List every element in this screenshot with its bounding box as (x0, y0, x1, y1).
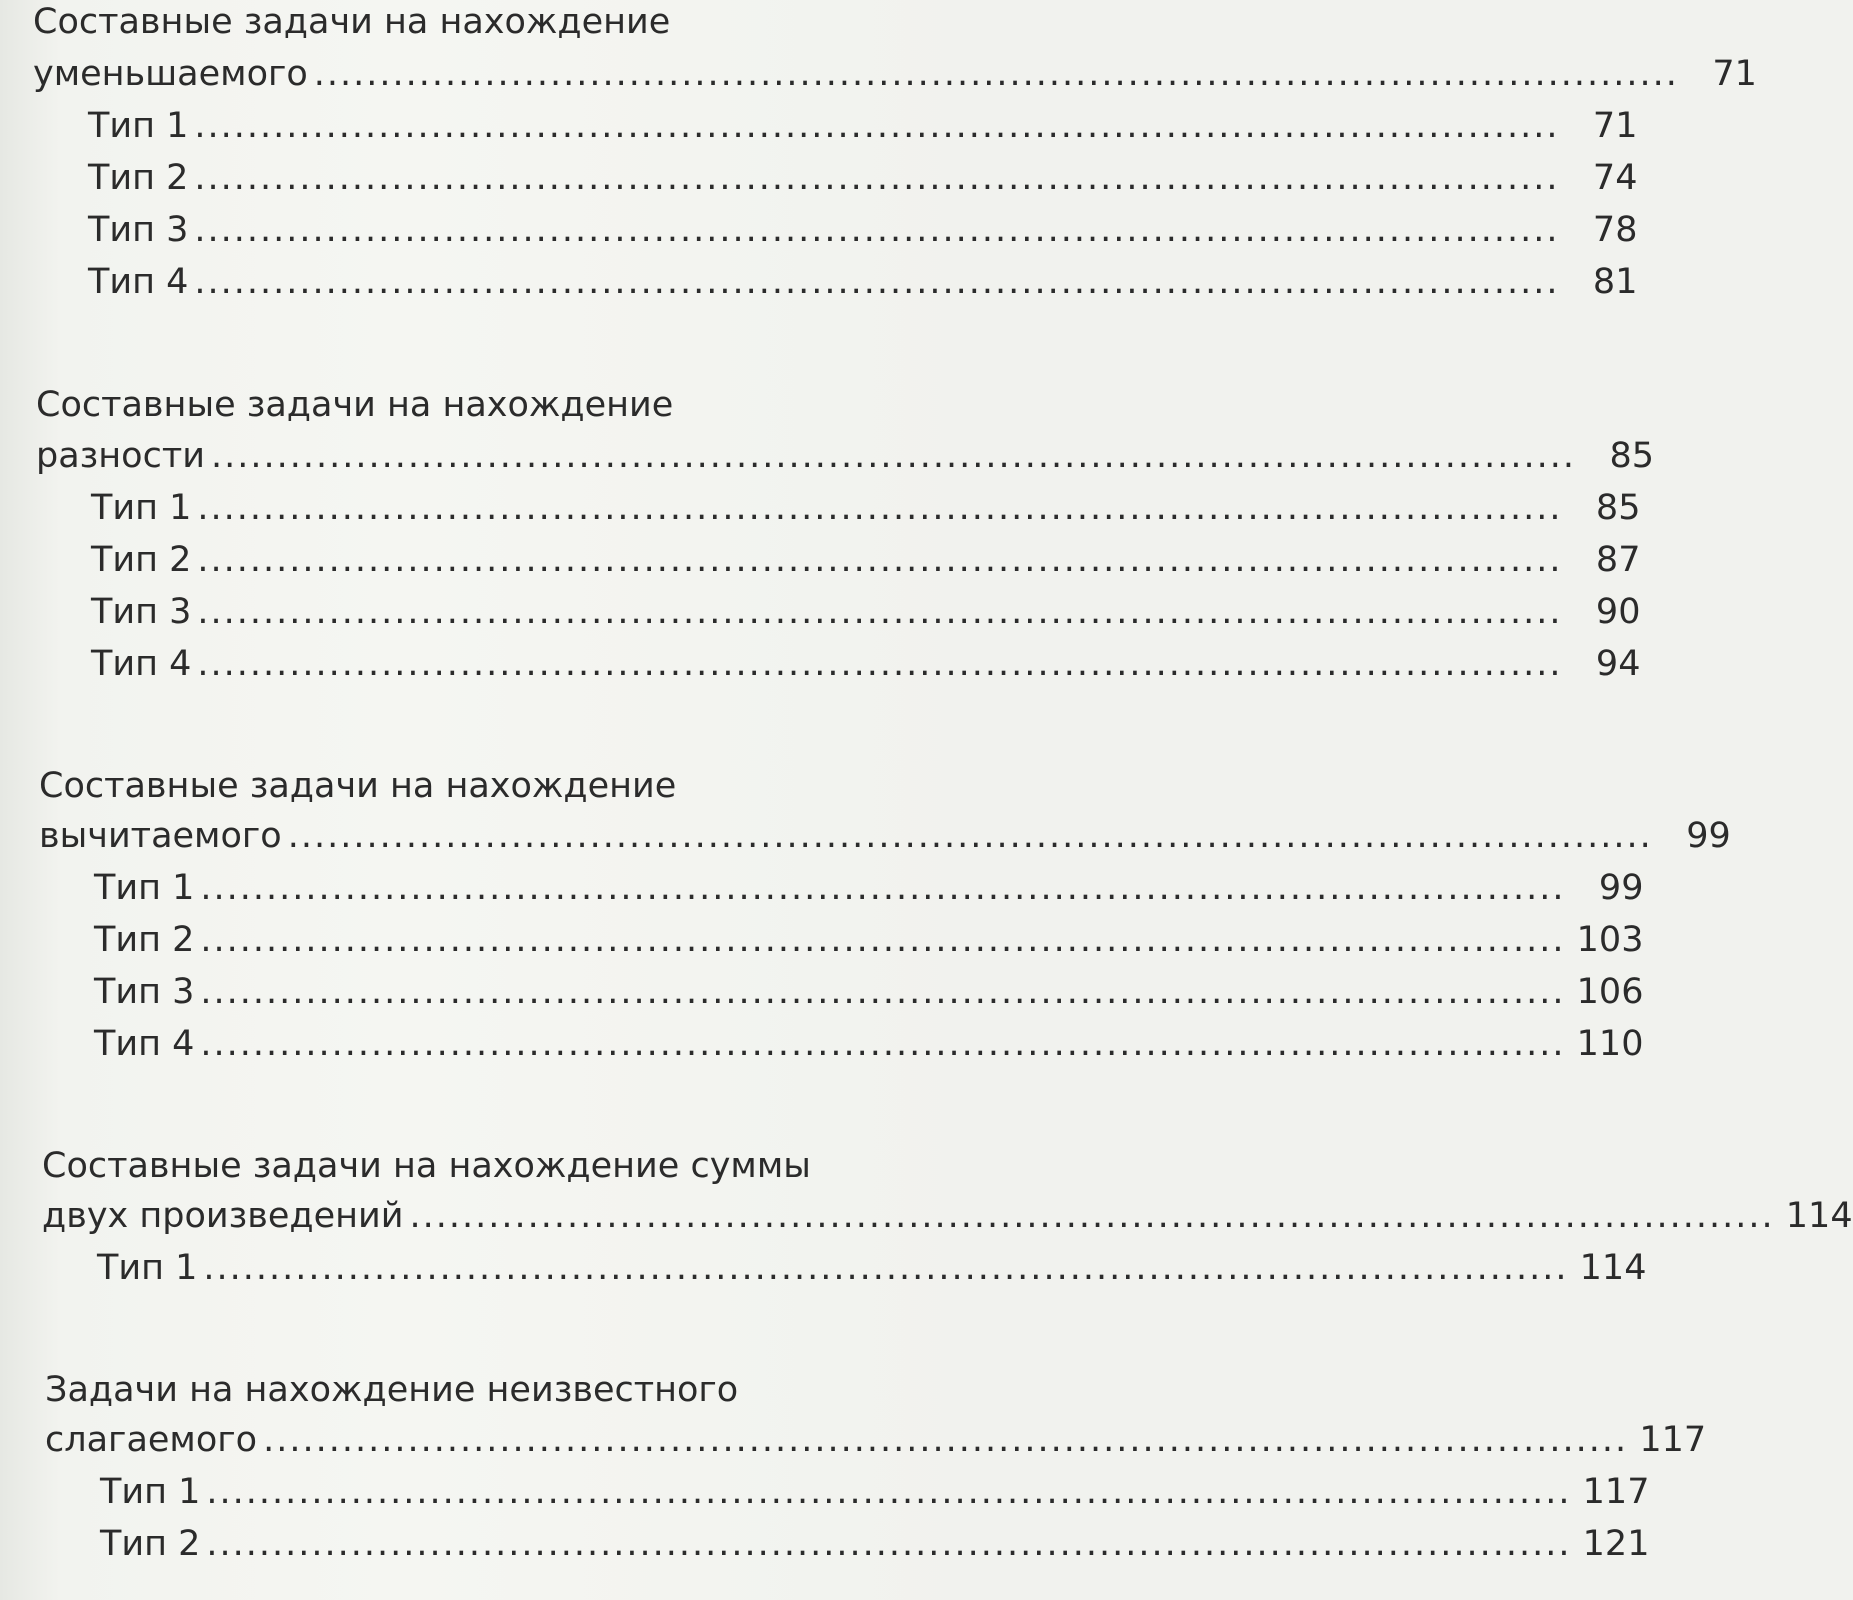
dot-leader: ........................................................................................................ (206, 1524, 1572, 1564)
page-number: 85 (1595, 488, 1641, 528)
type-label: Тип 2 (94, 920, 195, 960)
section-title-line1: Составные задачи на нахождение суммы (42, 1146, 811, 1186)
page-number: 78 (1592, 210, 1638, 250)
toc-entry-type[interactable] (94, 868, 1644, 908)
toc-entry-type[interactable] (97, 1248, 1647, 1288)
toc-entry-section[interactable] (45, 1420, 1707, 1460)
toc-entry-type[interactable] (91, 592, 1641, 632)
type-label: Тип 2 (91, 540, 192, 580)
toc-entry-type[interactable] (94, 920, 1644, 960)
page-number: 74 (1592, 158, 1638, 198)
page-number: 117 (1582, 1472, 1650, 1512)
toc-entry-type[interactable] (88, 158, 1638, 198)
dot-leader: ........................................................................................................ (200, 920, 1566, 960)
page-number: 71 (1592, 106, 1638, 146)
dot-leader: ........................................................................................................ (194, 210, 1560, 250)
dot-leader: ........................................................................................................ (194, 106, 1560, 146)
toc-entry-type[interactable] (100, 1524, 1650, 1564)
dot-leader: ........................................................................................................ (287, 816, 1653, 856)
page-number: 90 (1595, 592, 1641, 632)
dot-leader: ........................................................................................................ (197, 592, 1563, 632)
section-title-line1: Составные задачи на нахождение (33, 2, 671, 42)
page-number: 114 (1785, 1196, 1853, 1236)
toc-entry-type[interactable] (94, 1024, 1644, 1064)
toc-entry-section[interactable] (33, 54, 1757, 94)
page-number: 121 (1582, 1524, 1650, 1564)
type-label: Тип 1 (97, 1248, 198, 1288)
section-title-line2: вычитаемого (39, 816, 282, 856)
page-number: 94 (1595, 644, 1641, 684)
dot-leader: ........................................................................................................ (409, 1196, 1775, 1236)
toc-entry-type[interactable] (94, 972, 1644, 1012)
page-number: 114 (1579, 1248, 1647, 1288)
toc-entry-section[interactable] (39, 816, 1731, 856)
page-number: 99 (1598, 868, 1644, 908)
type-label: Тип 4 (94, 1024, 195, 1064)
page-number: 81 (1592, 262, 1638, 302)
dot-leader: ........................................................................................................ (200, 972, 1566, 1012)
section-title-line2: двух произведений (42, 1196, 404, 1236)
page-number: 110 (1576, 1024, 1644, 1064)
dot-leader: ........................................................................................................ (197, 644, 1563, 684)
section-title-line1: Задачи на нахождение неизвестного (45, 1370, 739, 1410)
type-label: Тип 1 (100, 1472, 201, 1512)
page-number: 103 (1576, 920, 1644, 960)
section-title-line1: Составные задачи на нахождение (39, 766, 677, 806)
page-number: 99 (1686, 816, 1731, 856)
toc-entry-type[interactable] (91, 644, 1641, 684)
type-label: Тип 2 (100, 1524, 201, 1564)
type-label: Тип 1 (91, 488, 192, 528)
type-label: Тип 1 (94, 868, 195, 908)
toc-entry-type[interactable] (91, 540, 1641, 580)
section-title-line2: разности (36, 436, 205, 476)
page-number: 87 (1595, 540, 1641, 580)
toc-entry-type[interactable] (91, 488, 1641, 528)
toc-entry-type[interactable] (88, 262, 1638, 302)
page-number: 85 (1609, 436, 1655, 476)
type-label: Тип 2 (88, 158, 189, 198)
dot-leader: ........................................................................................................ (194, 262, 1560, 302)
dot-leader: ........................................................................................................ (203, 1248, 1569, 1288)
toc-entry-type[interactable] (88, 210, 1638, 250)
toc-entry-type[interactable] (100, 1472, 1650, 1512)
section-title-line2: уменьшаемого (33, 54, 308, 94)
page-number: 106 (1576, 972, 1644, 1012)
dot-leader: ........................................................................................................ (194, 158, 1560, 198)
dot-leader: ........................................................................................................ (206, 1472, 1572, 1512)
dot-leader: ........................................................................................................ (197, 488, 1563, 528)
dot-leader: ........................................................................................................ (313, 54, 1679, 94)
type-label: Тип 4 (88, 262, 189, 302)
page-number: 71 (1712, 54, 1757, 94)
section-title-line1: Составные задачи на нахождение (36, 385, 674, 425)
dot-leader: ........................................................................................................ (263, 1420, 1629, 1460)
dot-leader: ........................................................................................................ (200, 868, 1566, 908)
toc-entry-type[interactable] (88, 106, 1638, 146)
type-label: Тип 3 (94, 972, 195, 1012)
type-label: Тип 1 (88, 106, 189, 146)
dot-leader: ........................................................................................................ (200, 1024, 1566, 1064)
section-title-line2: слагаемого (45, 1420, 258, 1460)
toc-entry-section[interactable] (42, 1196, 1853, 1236)
toc-entry-section[interactable] (36, 436, 1655, 476)
dot-leader: ........................................................................................................ (197, 540, 1563, 580)
type-label: Тип 3 (88, 210, 189, 250)
type-label: Тип 4 (91, 644, 192, 684)
page-number: 117 (1639, 1420, 1707, 1460)
type-label: Тип 3 (91, 592, 192, 632)
dot-leader: ........................................................................................................ (210, 436, 1577, 476)
